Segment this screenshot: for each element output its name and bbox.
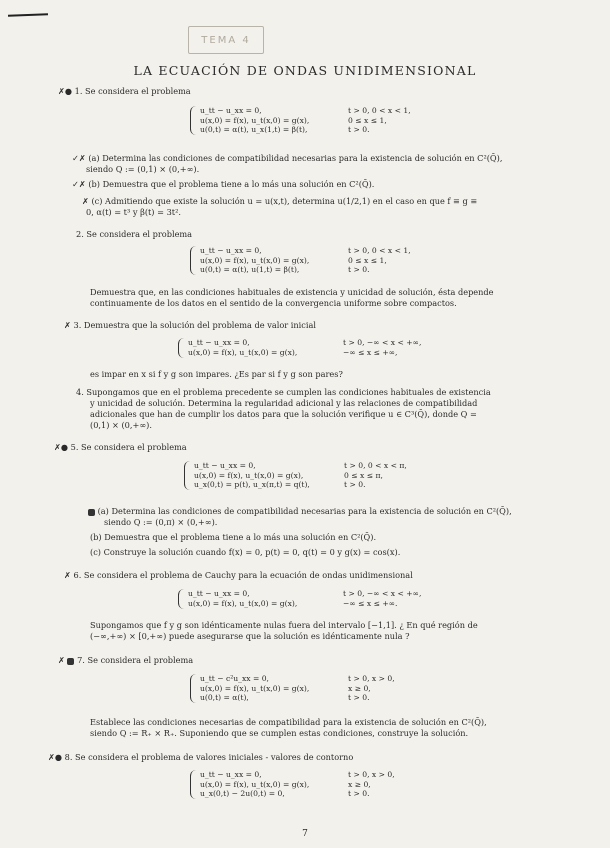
eq-left: u_tt − u_xx = 0, bbox=[200, 246, 262, 255]
handwritten-square-mark bbox=[88, 509, 95, 516]
problem-5c: (c) Construye la solución cuando f(x) = 0, p(t) = 0, q(t) = 0 y g(x) = cos(x). bbox=[90, 547, 401, 557]
problem-6-text: 6. Se considera el problema de Cauchy para la ecuación de ondas unidimensional bbox=[73, 570, 413, 580]
eq-left: u(x,0) = f(x), u_t(x,0) = g(x), bbox=[194, 470, 304, 480]
problem-2-system bbox=[190, 246, 450, 275]
eq-left: u_tt − u_xx = 0, bbox=[188, 589, 250, 598]
problem-5-text: 5. Se considera el problema bbox=[70, 442, 187, 452]
problem-4-heading: 4. Supongamos que en el problema precedente se cumplen las condiciones habituales de existencia bbox=[76, 387, 491, 397]
problem-1-heading bbox=[58, 86, 191, 96]
eq-right: t > 0. bbox=[348, 693, 370, 703]
eq-right: 0 ≤ x ≤ π, bbox=[344, 470, 383, 480]
eq-right: x ≥ 0, bbox=[348, 779, 371, 789]
problem-4-text-2: adicionales que han de cumplir los datos para que la solución verifique u ∈ C³(Q̄), donde Q = bbox=[90, 409, 477, 419]
handwritten-mark: ✗ bbox=[82, 196, 89, 206]
problem-5a-text: (a) Determina las condiciones de compatibilidad necesarias para la existencia de solución en C²(Q̄), bbox=[97, 506, 512, 516]
eq-left: u(x,0) = f(x), u_t(x,0) = g(x), bbox=[200, 115, 310, 125]
handwritten-mark: ✗● bbox=[54, 442, 69, 452]
eq-left: u_x(0,t) = p(t), u_x(π,t) = q(t), bbox=[194, 480, 310, 490]
problem-1c-cont: 0, α(t) = t³ y β(t) = 3t². bbox=[86, 207, 181, 217]
problem-1a bbox=[72, 153, 592, 163]
eq-left: u(x,0) = f(x), u_t(x,0) = g(x), bbox=[188, 347, 298, 357]
eq-right: 0 ≤ x ≤ 1, bbox=[348, 255, 387, 265]
eq-left: u_tt − u_xx = 0, bbox=[200, 106, 262, 115]
handwritten-mark: ✓✗ bbox=[72, 179, 86, 189]
handwritten-mark: ✓✗ bbox=[72, 153, 86, 163]
eq-right: 0 ≤ x ≤ 1, bbox=[348, 115, 387, 125]
pen-stroke-mark bbox=[8, 13, 48, 16]
problem-1c bbox=[82, 196, 602, 206]
eq-right: t > 0, −∞ < x < +∞, bbox=[343, 589, 422, 598]
problem-7-system bbox=[190, 674, 430, 703]
problem-3-question: es impar en x si f y g son impares. ¿Es par si f y g son pares? bbox=[90, 369, 343, 379]
problem-7-text-1: Establece las condiciones necesarias de compatibilidad para la existencia de solución en C²(Q̄), bbox=[90, 717, 487, 727]
eq-left: u(0,t) = α(t), u_x(1,t) = β(t), bbox=[200, 125, 308, 135]
problem-8-text: 8. Se considera el problema de valores iniciales - valores de contorno bbox=[64, 752, 354, 762]
problem-6-text-1: Supongamos que f y g son idénticamente nulas fuera del intervalo [−1,1]. ¿ En qué región de bbox=[90, 620, 478, 630]
problem-3-heading bbox=[64, 320, 316, 330]
eq-right: t > 0, x > 0, bbox=[348, 674, 395, 683]
problem-1a-cont: siendo Q := (0,1) × (0,+∞). bbox=[86, 164, 200, 174]
problem-5-heading bbox=[54, 442, 187, 452]
problem-8-system bbox=[190, 770, 430, 799]
problem-4-text-1: y unicidad de solución. Determina la regularidad adicional y las relaciones de compatibilidad bbox=[90, 398, 478, 408]
problem-6-system bbox=[178, 589, 468, 609]
handwritten-mark: ✗● bbox=[48, 752, 63, 762]
eq-right: t > 0. bbox=[348, 125, 370, 135]
eq-left: u(x,0) = f(x), u_t(x,0) = g(x), bbox=[200, 779, 310, 789]
handwritten-mark: ✗● bbox=[58, 86, 73, 96]
problem-5-system bbox=[184, 461, 454, 490]
problem-1-system bbox=[190, 106, 450, 135]
eq-left: u(0,t) = α(t), bbox=[200, 693, 249, 703]
problem-1a-text: (a) Determina las condiciones de compatibilidad necesarias para la existencia de solución en C²(Q̄), bbox=[88, 153, 503, 163]
problem-6-text-2: (−∞,+∞) × [0,+∞) puede asegurarse que la solución es idénticamente nula ? bbox=[90, 631, 410, 641]
eq-left: u_tt − c²u_xx = 0, bbox=[200, 674, 269, 683]
page-title: LA ECUACIÓN DE ONDAS UNIDIMENSIONAL bbox=[133, 63, 477, 78]
problem-2-text-2: continuamente de los datos en el sentido de la convergencia uniforme sobre compactos. bbox=[90, 298, 457, 308]
eq-right: −∞ ≤ x ≤ +∞, bbox=[343, 347, 398, 357]
eq-right: t > 0. bbox=[348, 789, 370, 799]
eq-right: t > 0, 0 < x < 1, bbox=[348, 246, 411, 255]
problem-1c-text: (c) Admitiendo que existe la solución u = u(x,t), determina u(1/2,1) en el caso en que f ≡ g ≡ bbox=[91, 196, 478, 206]
eq-right: x ≥ 0, bbox=[348, 683, 371, 693]
handwritten-square-mark bbox=[67, 658, 74, 665]
eq-right: t > 0, x > 0, bbox=[348, 770, 395, 779]
problem-1b bbox=[72, 179, 374, 189]
eq-left: u_tt − u_xx = 0, bbox=[188, 338, 250, 347]
problem-4-text-3: (0,1) × (0,+∞). bbox=[90, 420, 152, 430]
eq-right: t > 0, 0 < x < π, bbox=[344, 461, 407, 470]
eq-right: t > 0. bbox=[348, 265, 370, 275]
problem-5a bbox=[88, 506, 603, 516]
problem-8-heading bbox=[48, 752, 353, 762]
problem-7-heading bbox=[58, 655, 193, 665]
problem-2-text-1: Demuestra que, en las condiciones habituales de existencia y unicidad de solución, ésta depende bbox=[90, 287, 494, 297]
handwritten-mark: ✗ bbox=[64, 320, 71, 330]
problem-2-heading: 2. Se considera el problema bbox=[76, 229, 193, 239]
eq-left: u_tt − u_xx = 0, bbox=[194, 461, 256, 470]
eq-right: t > 0, −∞ < x < +∞, bbox=[343, 338, 422, 347]
page-number: 7 bbox=[302, 829, 308, 839]
tema-stamp: TEMA 4 bbox=[188, 26, 264, 54]
eq-left: u(x,0) = f(x), u_t(x,0) = g(x), bbox=[188, 598, 298, 608]
problem-3-system bbox=[178, 338, 468, 358]
problem-1-text: 1. Se considera el problema bbox=[74, 86, 191, 96]
eq-left: u(x,0) = f(x), u_t(x,0) = g(x), bbox=[200, 683, 310, 693]
eq-right: t > 0. bbox=[344, 480, 366, 490]
eq-left: u(x,0) = f(x), u_t(x,0) = g(x), bbox=[200, 255, 310, 265]
problem-5a-cont: siendo Q := (0,π) × (0,+∞). bbox=[104, 517, 218, 527]
handwritten-mark: ✗ bbox=[64, 570, 71, 580]
problem-7-text-2: siendo Q := R₊ × R₊. Suponiendo que se cumplen estas condiciones, construye la solución. bbox=[90, 728, 469, 738]
eq-left: u(0,t) = α(t), u(1,t) = β(t), bbox=[200, 265, 300, 275]
problem-6-heading bbox=[64, 570, 413, 580]
handwritten-mark: ✗ bbox=[58, 655, 65, 665]
eq-left: u_tt − u_xx = 0, bbox=[200, 770, 262, 779]
eq-left: u_x(0,t) − 2u(0,t) = 0, bbox=[200, 789, 285, 799]
eq-right: t > 0, 0 < x < 1, bbox=[348, 106, 411, 115]
eq-right: −∞ ≤ x ≤ +∞. bbox=[343, 598, 398, 608]
problem-3-text: 3. Demuestra que la solución del problema de valor inicial bbox=[73, 320, 316, 330]
problem-5b: (b) Demuestra que el problema tiene a lo más una solución en C²(Q̄). bbox=[90, 532, 377, 542]
problem-7-text: 7. Se considera el problema bbox=[77, 655, 194, 665]
problem-1b-text: (b) Demuestra que el problema tiene a lo más una solución en C²(Q̄). bbox=[88, 179, 375, 189]
